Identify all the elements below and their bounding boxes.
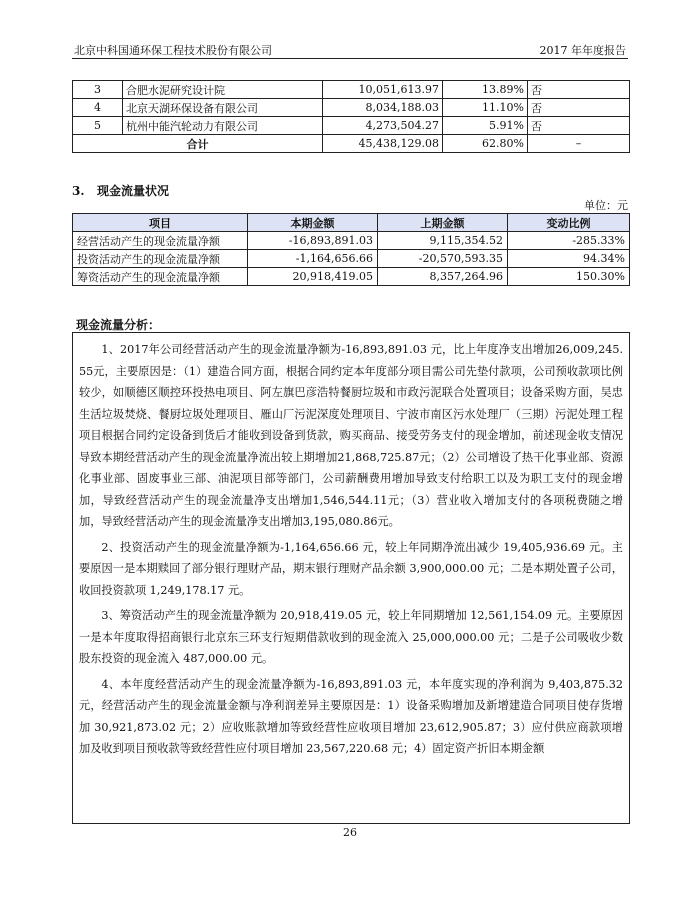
analysis-paragraph: 3、筹资活动产生的现金流量净额为 20,918,419.05 元，较上年同期增加 12,561,154.09 元。主要原因一是本年度取得招商银行北京东三环支行短期借款收到的现金流入 25,000,000.00 元；二是子公司吸收少数股东投资的现金流入 487,000.00 元。	[79, 609, 623, 665]
unit-label: 单位：元	[584, 199, 628, 212]
change-ratio: 94.34%	[508, 250, 630, 268]
row-no: 5	[73, 117, 123, 135]
purchase-amount: 10,051,613.97	[323, 81, 443, 99]
purchase-pct: 13.89%	[443, 81, 528, 99]
column-header: 项目	[73, 214, 248, 232]
current-amount: -16,893,891.03	[248, 232, 378, 250]
analysis-paragraph: 4、本年度经营活动产生的现金流量净额为-16,893,891.03 元，本年度实现的净利润为 9,403,875.32 元，经营活动产生的现金流量金额与净利润差异主要原因是：1）设备采购增加及新增建造合同项目使存货增加 30,921,873.02 元；2）应收账款增加等致经营性应收项目增加 23,612,905.87；3）应付供应商款项增加及收到项目预收款等致经营性应付项目增加 23,567,220.68 元；4）固定资产折旧本期金额	[79, 677, 623, 755]
analysis-heading: 现金流量分析：	[76, 318, 161, 332]
purchase-amount: 4,273,504.27	[323, 117, 443, 135]
change-ratio: 150.30%	[508, 268, 630, 286]
supplier-table	[72, 80, 630, 153]
cashflow-item: 筹资活动产生的现金流量净额	[73, 268, 248, 286]
page-header	[72, 40, 628, 59]
table-row	[73, 99, 630, 117]
column-header: 本期金额	[248, 214, 378, 232]
row-no: 3	[73, 81, 123, 99]
report-title: 2017 年年度报告	[539, 44, 626, 57]
supplier-name: 合肥水泥研究设计院	[123, 81, 323, 99]
cashflow-item: 投资活动产生的现金流量净额	[73, 250, 248, 268]
change-ratio: -285.33%	[508, 232, 630, 250]
purchase-pct: 11.10%	[443, 99, 528, 117]
table-row	[73, 81, 630, 99]
total-amount: 45,438,129.08	[323, 135, 443, 153]
previous-amount: 8,357,264.96	[378, 268, 508, 286]
previous-amount: -20,570,593.35	[378, 250, 508, 268]
column-header: 上期金额	[378, 214, 508, 232]
current-amount: -1,164,656.66	[248, 250, 378, 268]
column-header: 变动比例	[508, 214, 630, 232]
cashflow-table	[72, 213, 630, 286]
related-party: 否	[528, 99, 630, 117]
row-no: 4	[73, 99, 123, 117]
table-row	[73, 250, 630, 268]
analysis-paragraph: 1、2017年公司经营活动产生的现金流量净额为-16,893,891.03 元，比上年度净支出增加26,009,245.55元，主要原因是：（1）建造合同方面，根据合同约定本年度部分项目需公司先垫付款项，公司预收款项比例较少，如顺德区顺控环投热电项目、阿左旗巴彦浩特餐厨垃圾和市政污泥联合处置项目；设备采购方面，吴忠生活垃圾焚烧、餐厨垃圾处理项目、雁山厂污泥深度处理项目、宁波市南区污水处理厂（三期）污泥处理工程项目根据合同约定设备到货后才能收到设备到货款，购买商品、接受劳务支付的现金增加，前述现金收支情况导致本期经营活动产生的现金流量净流出较上期增加21,868,725.87元；（2）公司增设了热干化事业部、资源化事业部、固废事业三部、油泥项目部等部门，公司薪酬费用增加导致支付给职工以及为职工支付的现金增加，导致经营活动产生的现金流量净支出增加1,546,544.11元；（3）营业收入增加支付的各项税费随之增加，导致经营活动产生的现金流量净支出增加3,195,080.86元。	[79, 343, 623, 528]
supplier-name: 北京天湖环保设备有限公司	[123, 99, 323, 117]
section-title: 3. 现金流量状况	[72, 184, 170, 198]
analysis-paragraph: 2、投资活动产生的现金流量净额为-1,164,656.66 元，较上年同期净流出减少 19,405,936.69 元。主要原因一是本期赎回了部分银行理财产品，期末银行理财产品余额 3,900,000.00 元；二是本期处置子公司，收回投资款项 1,249,178.17 元。	[79, 540, 623, 597]
total-pct: 62.80%	[443, 135, 528, 153]
company-name: 北京中科国通环保工程技术股份有限公司	[74, 44, 272, 57]
cashflow-item: 经营活动产生的现金流量净额	[73, 232, 248, 250]
table-row	[73, 232, 630, 250]
table-row	[73, 268, 630, 286]
table-header-row	[73, 214, 630, 232]
supplier-name: 杭州中能汽轮动力有限公司	[123, 117, 323, 135]
table-row	[73, 117, 630, 135]
related-party: 否	[528, 117, 630, 135]
analysis-box	[72, 332, 630, 824]
purchase-pct: 5.91%	[443, 117, 528, 135]
total-row	[73, 135, 630, 153]
current-amount: 20,918,419.05	[248, 268, 378, 286]
related-party: 否	[528, 81, 630, 99]
total-related: –	[528, 135, 630, 153]
previous-amount: 9,115,354.52	[378, 232, 508, 250]
purchase-amount: 8,034,188.03	[323, 99, 443, 117]
total-label: 合计	[73, 135, 323, 153]
page-number: 26	[343, 826, 357, 839]
